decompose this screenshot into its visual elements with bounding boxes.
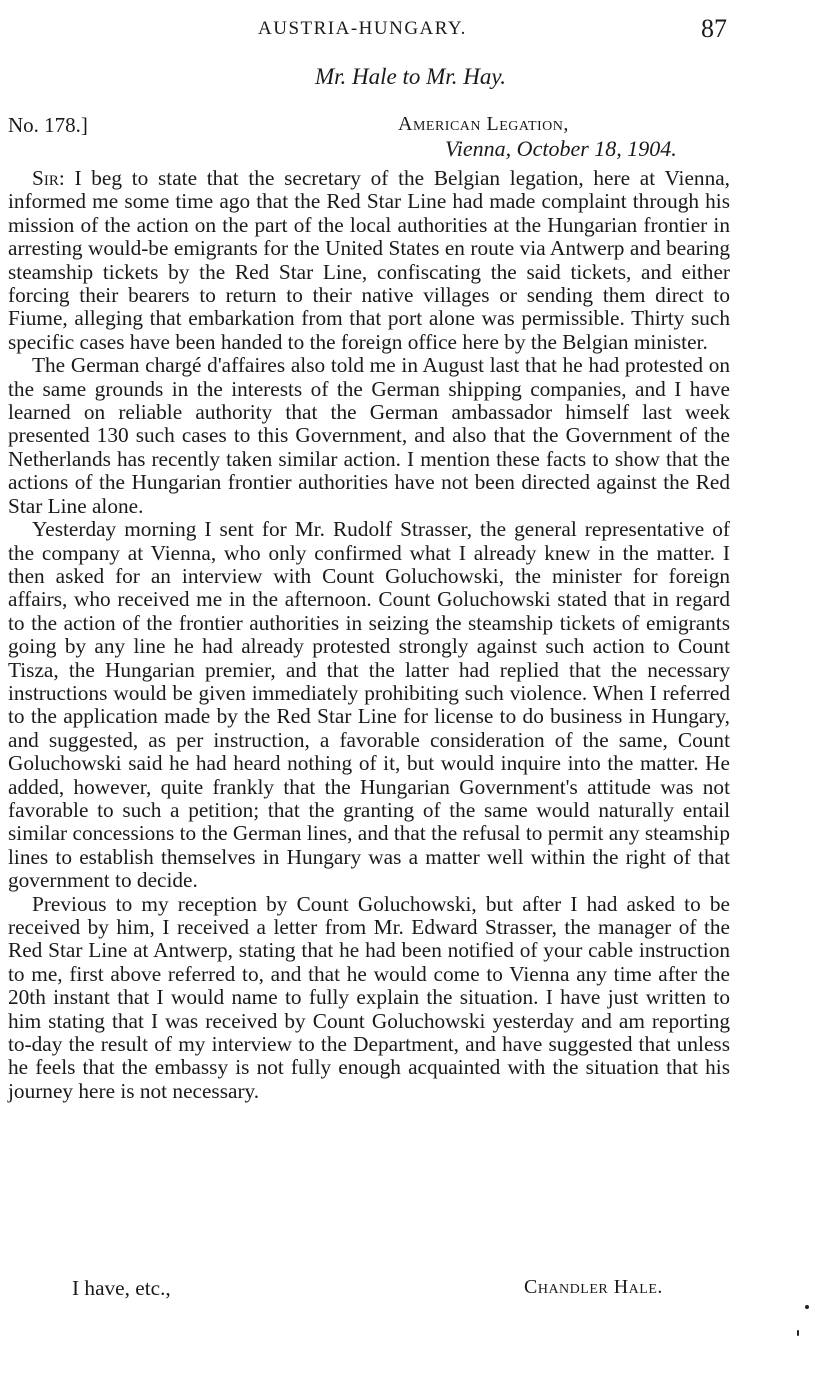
print-speck xyxy=(797,1330,799,1336)
paragraph-4: Previous to my reception by Count Goluchowski, but after I had asked to be received by him, I received a letter from Mr. Edward Strasser, the manager of the Red Star Line at Antwerp, stating that he had been notified of your cable instruction to me, first above referred to, and that he would come to Vienna any time after the 20th instant that I would name to fully explain the situation. I have just written to him stating that I was received by Count Goluchowski yesterday and am reporting to-day the result of my interview to the Department, and have suggested that unless he feels that the embassy is not fully enough acquainted with the situation that his journey here is not necessary. xyxy=(8,891,730,1103)
paragraph-text: : I beg to state that the secretary of the Belgian legation, here at Vienna, informed me some time ago that the Red Star Line had made complaint through his mission of the action on the part of the local authorities at the Hungarian frontier in arresting would-be emigrants for the United States en route via Antwerp and bearing steamship tickets by the Red Star Line, confiscating the said tickets, and either forcing their bearers to return to their native villages or sending them direct to Fiume, alleging that embarkation from that port alone was permissible. Thirty such specific cases have been handed to the foreign office here by the Belgian minister. xyxy=(8,166,730,354)
signature: Chandler Hale. xyxy=(524,1276,663,1298)
letter-body xyxy=(8,167,730,1103)
running-title: AUSTRIA-HUNGARY. xyxy=(258,18,467,39)
place-date: Vienna, October 18, 1904. xyxy=(445,136,677,161)
letter-heading: Mr. Hale to Mr. Hay. xyxy=(314,64,507,89)
sender-office: American Legation, xyxy=(398,113,569,135)
running-head xyxy=(0,14,821,44)
paragraph-3: Yesterday morning I sent for Mr. Rudolf Strasser, the general representative of the company at Vienna, who only confirmed what I already knew in the matter. I then asked for an interview with Count Goluchowski, the minister for foreign affairs, who received me in the afternoon. Count Goluchowski stated that in regard to the action of the frontier authorities in seizing the steamship tickets of emigrants going by any line he had already protested strongly against such action to Count Tisza, the Hungarian premier, and that the latter had replied that the necessary instructions would be given immediately prohibiting such violence. When I referred to the application made by the Red Star Line for license to do business in Hungary, and suggested, as per instruction, a favorable consideration of the same, Count Goluchowski said he had heard nothing of it, but would inquire into the matter. He added, however, quite frankly that the Hungarian Government's attitude was not favorable to such a petition; that the granting of the same would naturally entail similar concessions to the German lines, and that the refusal to permit any steamship lines to establish themselves in Hungary was a matter well within the right of that government to decide. xyxy=(8,517,730,893)
page-number: 87 xyxy=(701,14,727,43)
closing: I have, etc., xyxy=(72,1276,171,1300)
paragraph-2: The German chargé d'affaires also told me in August last that he had protested on the same grounds in the interests of the German shipping companies, and I have learned on reliable authority that the German ambassador himself last week presented 130 such cases to this Government, and also that the Government of the Netherlands has recently taken similar action. I mention these facts to show that the actions of the Hungarian frontier authorities have not been directed against the Red Star Line alone. xyxy=(8,353,730,518)
salutation: Sir xyxy=(32,166,59,190)
document-number: No. 178.] xyxy=(8,113,88,137)
paragraph-1 xyxy=(8,167,730,354)
print-speck xyxy=(805,1305,809,1309)
